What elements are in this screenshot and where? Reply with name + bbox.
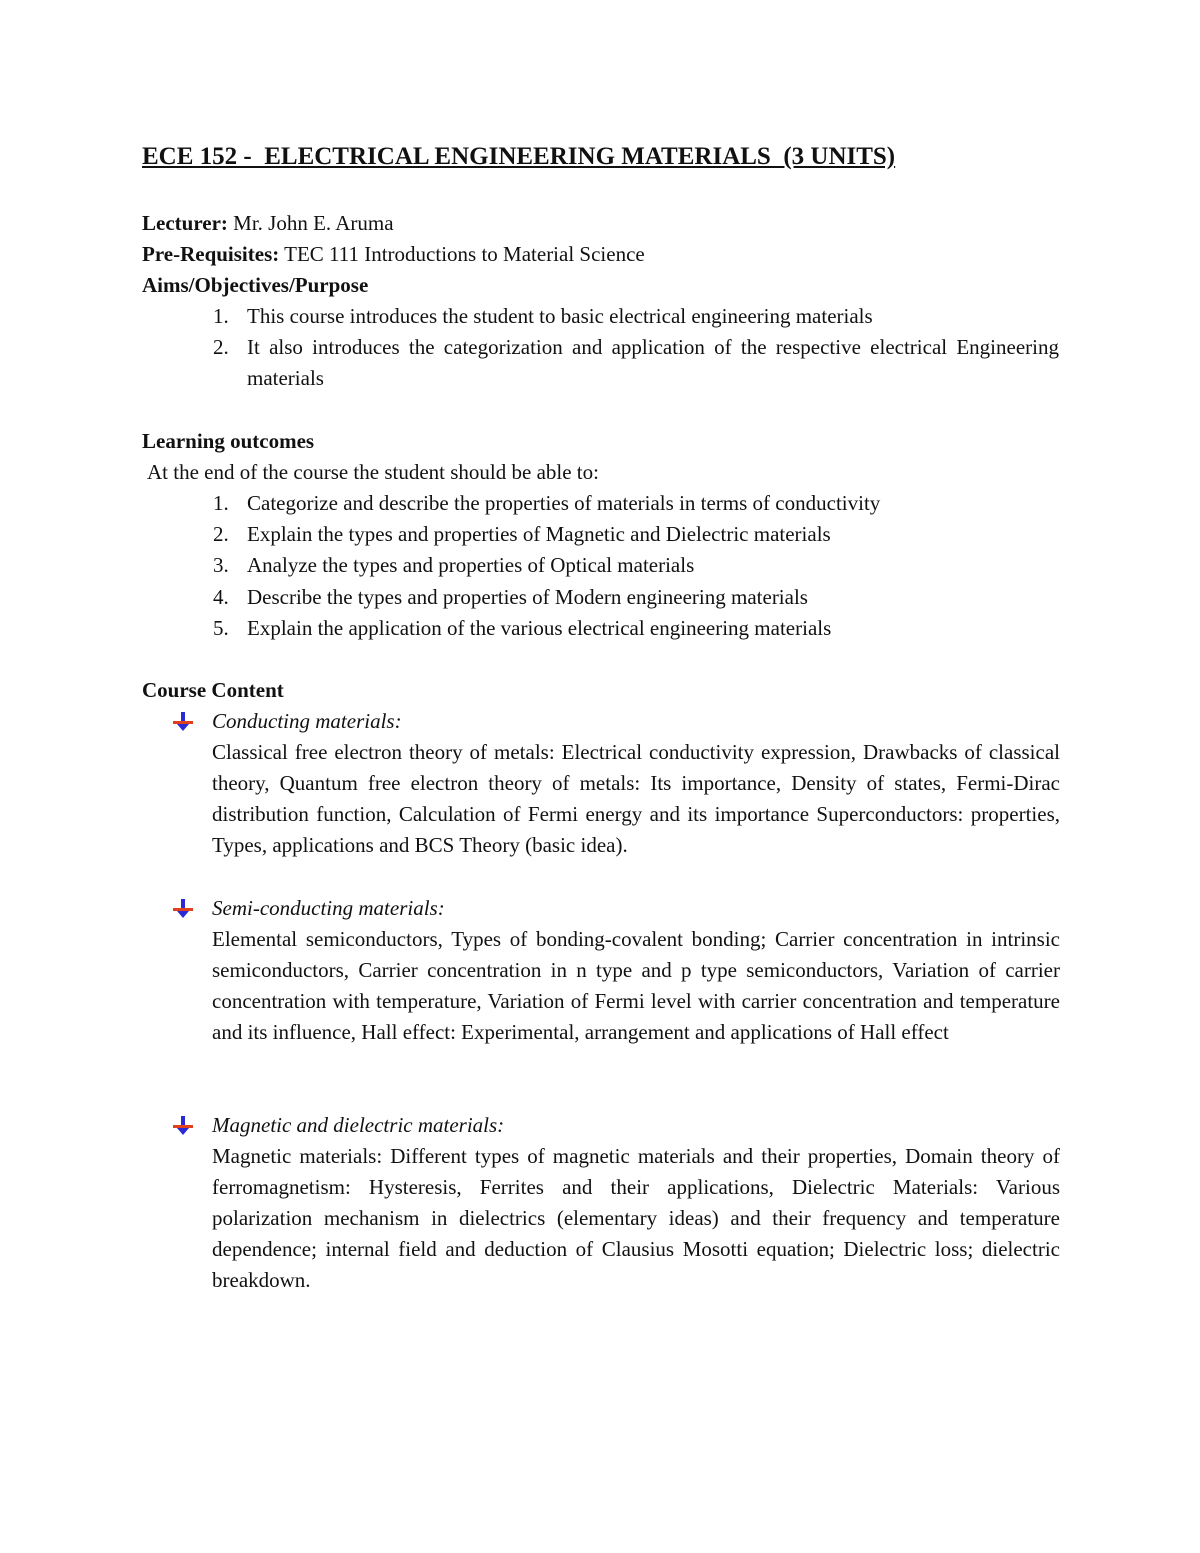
list-text: Explain the application of the various electrical engineering materials	[247, 615, 832, 640]
list-text: This course introduces the student to basic electrical engineering materials	[247, 304, 873, 328]
lecturer-name: Mr. John E. Aruma	[227, 211, 394, 235]
lecturer-label: Lecturer:	[142, 211, 228, 235]
arrow-bullet-icon	[172, 1116, 194, 1136]
list-text: It also introduces the categorization and application of the respective electrical Engineering materials	[247, 335, 1059, 391]
outcomes-intro: At the end of the course the student should be able to:	[147, 460, 599, 484]
list-number: 5.	[213, 615, 229, 640]
lecturer-line	[142, 208, 394, 239]
list-number: 2.	[213, 335, 229, 360]
arrow-bullet-icon	[172, 712, 194, 732]
list-item	[213, 519, 1059, 550]
list-item	[213, 613, 1059, 644]
list-text: Analyze the types and properties of Optical materials	[247, 553, 695, 578]
section-body: Classical free electron theory of metals: Electrical conductivity expression, Drawbacks of classical theory, Quantum free electron theory of metals: Its importance, Density of states, Fermi-Dirac distribution function, Calculation of Fermi energy and its importance Superconductors: properties, Types, applications and BCS Theory (basic idea).	[212, 740, 1060, 857]
prerequisites-value: TEC 111 Introductions to Material Science	[279, 242, 645, 266]
course-title: ECE 152 - ELECTRICAL ENGINEERING MATERIALS (3 UNITS)	[142, 143, 896, 170]
prerequisites-line	[142, 239, 645, 270]
list-item	[213, 488, 1059, 519]
list-text: Categorize and describe the properties of materials in terms of conductivity	[247, 491, 881, 515]
list-number: 1.	[213, 491, 229, 515]
list-number: 3.	[213, 553, 229, 578]
section-title: Magnetic and dielectric materials:	[212, 1113, 505, 1137]
list-item	[213, 301, 1059, 332]
aims-heading: Aims/Objectives/Purpose	[142, 273, 369, 297]
outcomes-heading: Learning outcomes	[142, 429, 315, 453]
list-number: 4.	[213, 584, 229, 609]
list-item	[213, 332, 1059, 394]
section-heading	[172, 1110, 1060, 1141]
list-text: Describe the types and properties of Modern engineering materials	[247, 584, 808, 609]
aims-list	[213, 301, 1059, 395]
section-title: Conducting materials:	[212, 709, 402, 733]
content-heading: Course Content	[142, 678, 284, 702]
section-heading	[172, 706, 1060, 737]
section-body: Elemental semiconductors, Types of bonding-covalent bonding; Carrier concentration in intrinsic semiconductors, Carrier concentration in n type and p type semiconductors, Variation of carrier concentration with temperature, Variation of Fermi level with carrier concentration and temperature and its influence, Hall effect: Experimental, arrangement and applications of Hall effect	[212, 927, 1060, 1044]
section-heading	[172, 893, 1060, 924]
section-title: Semi-conducting materials:	[212, 896, 445, 920]
list-number: 2.	[213, 522, 229, 547]
prerequisites-label: Pre-Requisites:	[142, 242, 280, 266]
list-item	[213, 582, 1059, 613]
outcomes-list	[213, 488, 1059, 644]
list-number: 1.	[213, 304, 229, 328]
section-conducting	[172, 706, 1060, 861]
section-magnetic-dielectric	[172, 1110, 1060, 1296]
section-body: Magnetic materials: Different types of magnetic materials and their properties, Domain theory of ferromagnetism: Hysteresis, Ferrites and their applications, Dielectric Materials: Various polarization mechanism in dielectrics (elementary ideas) and their frequency and temperature dependence; internal field and deduction of Clausius Mosotti equation; Dielectric loss; dielectric breakdown.	[212, 1144, 1060, 1292]
list-item	[213, 550, 1059, 581]
list-text: Explain the types and properties of Magnetic and Dielectric materials	[247, 522, 831, 547]
arrow-bullet-icon	[172, 899, 194, 919]
section-semiconducting	[172, 893, 1060, 1048]
